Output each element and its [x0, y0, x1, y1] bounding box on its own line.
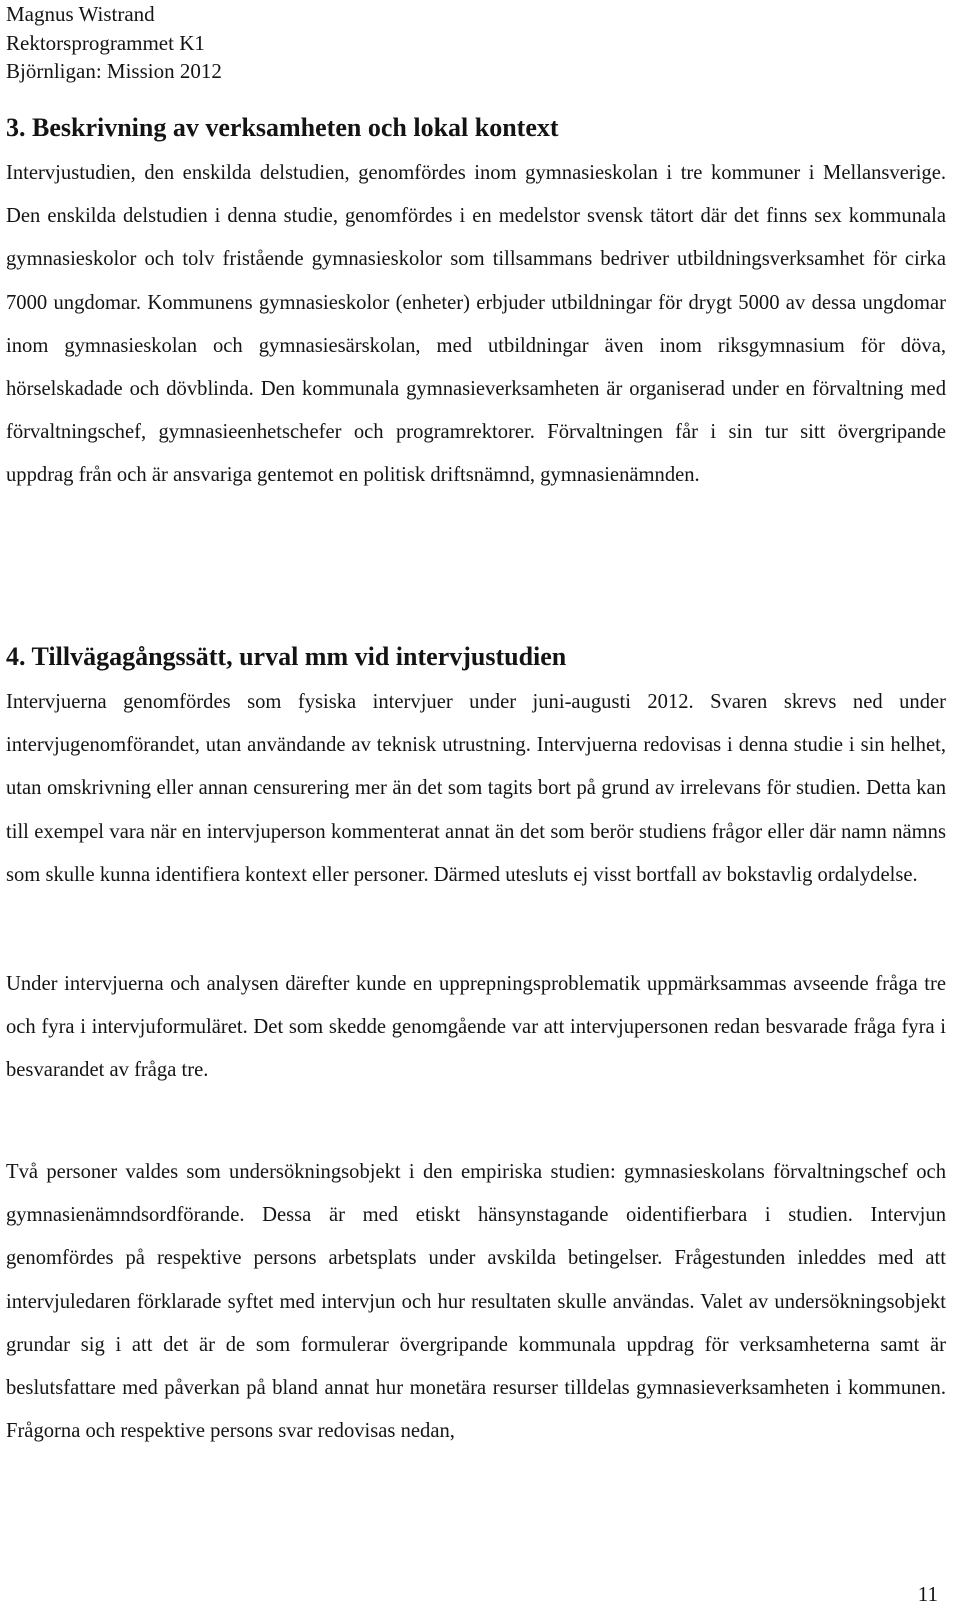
section-4-paragraph-3: Två personer valdes som undersökningsobjekt i den empiriska studien: gymnasieskolans förvaltningschef och gymnasienämndsordförande. Dessa är med etiskt hänsynstagande oidentifierbara i studien. Intervjun genomfördes på respektive persons arbetsplats under avskilda betingelser. Frågestunden inleddes med att intervjuledaren förklarade syftet med intervjun och hur resultaten skulle användas. Valet av undersökningsobjekt grundar sig i att det är de som formulerar övergripande kommunala uppdrag för verksamheterna samt är beslutsfattare med påverkan på bland annat hur monetära resurser tilldelas gymnasieverksamheten i kommunen. Frågorna och respektive persons svar redovisas nedan, [6, 1161, 946, 1443]
section-3-paragraph: Intervjustudien, den enskilda delstudien, genomfördes inom gymnasieskolan i tre kommuner i Mellansverige. Den enskilda delstudien i denna studie, genomfördes i en medelstor svensk tätort där det finns sex kommunala gymnasieskolor och tolv fristående gymnasieskolor som tillsammans bedriver utbildningsverksamhet för cirka 7000 ungdomar. Kommunens gymnasieskolor (enheter) erbjuder utbildningar för drygt 5000 av dessa ungdomar inom gymnasieskolan och gymnasiesärskolan, med utbildningar även inom riksgymnasium för döva, hörselskadade och dövblinda. Den kommunala gymnasieverksamheten är organiserad under en förvaltning med förvaltningschef, gymnasieenhetschefer och programrektorer. Förvaltningen får i sin tur sitt övergripande uppdrag från och är ansvariga gentemot en politisk driftsnämnd, gymnasienämnden. [6, 162, 946, 487]
section-3-heading: 3. Beskrivning av verksamheten och lokal kontext [6, 113, 559, 142]
header-course: Björnligan: Mission 2012 [6, 59, 222, 83]
section-4-heading: 4. Tillvägagångssätt, urval mm vid intervjustudien [6, 642, 567, 671]
header-program: Rektorsprogrammet K1 [6, 30, 205, 55]
section-4-paragraph-2: Under intervjuerna och analysen därefter kunde en upprepningsproblematik uppmärksammas avseende fråga tre och fyra i intervjuformuläret. Det som skedde genomgående var att intervjupersonen redan besvarade fråga fyra i besvarandet av fråga tre. [6, 973, 946, 1082]
page-header [6, 0, 222, 86]
section-4-paragraph-1: Intervjuerna genomfördes som fysiska intervjuer under juni-augusti 2012. Svaren skrevs ned under intervjugenomförandet, utan användande av teknisk utrustning. Intervjuerna redovisas i denna studie i sin helhet, utan omskrivning eller annan censurering mer än det som tagits bort på grund av irrelevans för studien. Detta kan till exempel vara när en intervjuperson kommenterat annat än det som berör studiens frågor eller där namn nämns som skulle kunna identifiera kontext eller personer. Därmed utesluts ej visst bortfall av bokstavlig ordalydelse. [6, 691, 946, 886]
header-author: Magnus Wistrand [6, 2, 155, 26]
page-number: 11 [917, 1582, 938, 1606]
